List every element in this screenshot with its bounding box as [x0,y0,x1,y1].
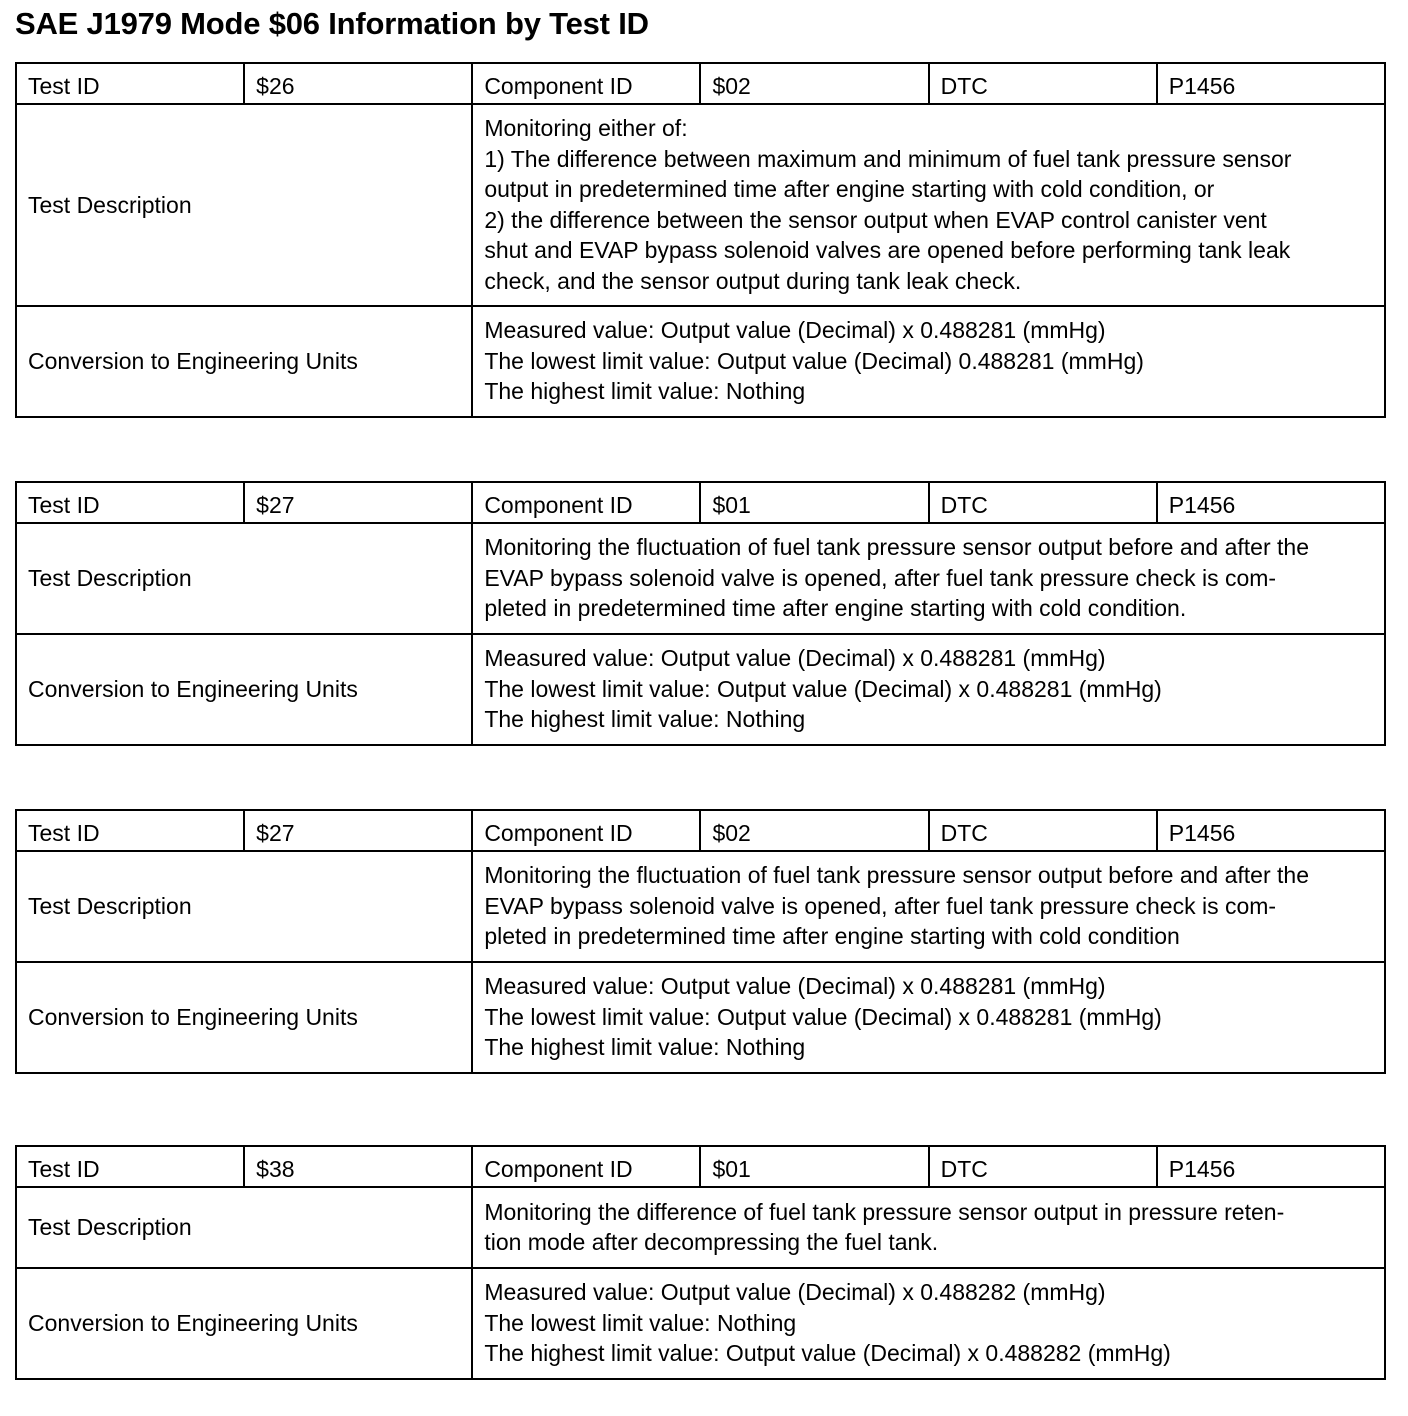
table-header-row [16,63,1385,104]
test-id-value: $27 [244,482,472,523]
component-id-label: Component ID [472,1146,700,1187]
conversion-line: Measured value: Output value (Decimal) x 0.488281 (mmHg) [484,973,1106,1000]
component-id-value: $02 [700,810,928,851]
conversion-row [16,962,1385,1073]
conversion-text [472,962,1385,1073]
conversion-row [16,634,1385,745]
table-header-row [16,1146,1385,1187]
description-row [16,104,1385,306]
description-row [16,851,1385,962]
test-description-label: Test Description [16,104,472,306]
dtc-label: DTC [929,1146,1157,1187]
description-row [16,523,1385,634]
conversion-label: Conversion to Engineering Units [16,962,472,1073]
test-description-label: Test Description [16,851,472,962]
conversion-text [472,634,1385,745]
description-line: tion mode after decompressing the fuel tank. [484,1229,939,1255]
description-line: 2) the difference between the sensor output when EVAP control canister vent [484,206,1267,233]
test-id-label: Test ID [16,482,244,523]
test-id-label: Test ID [16,810,244,851]
description-line: pleted in predetermined time after engine starting with cold condition. [484,595,1187,622]
description-line: pleted in predetermined time after engine starting with cold condition [484,923,1180,950]
description-line: Monitoring the difference of fuel tank pressure sensor output in pressure reten- [484,1198,1285,1225]
test-description-text [472,851,1385,962]
component-id-label: Component ID [472,63,700,104]
test-description-text [472,523,1385,634]
test-id-value: $26 [244,63,472,104]
table-header-row [16,810,1385,851]
description-line: output in predetermined time after engine starting with cold condition, or [484,176,1215,202]
conversion-text [472,306,1385,417]
test-description-label: Test Description [16,523,472,634]
test-id-value: $38 [244,1146,472,1187]
test-id-label: Test ID [16,63,244,104]
dtc-label: DTC [929,810,1157,851]
test-id-table [15,809,1386,1074]
description-line: Monitoring the fluctuation of fuel tank pressure sensor output before and after the [484,862,1309,889]
dtc-value: P1456 [1157,1146,1385,1187]
description-line: shut and EVAP bypass solenoid valves are opened before performing tank leak [484,237,1291,263]
conversion-label: Conversion to Engineering Units [16,634,472,745]
description-line: check, and the sensor output during tank leak check. [484,267,1022,294]
dtc-label: DTC [929,482,1157,523]
test-id-table [15,62,1386,418]
conversion-line: The highest limit value: Nothing [484,1034,806,1061]
conversion-line: The lowest limit value: Output value (Decimal) x 0.488281 (mmHg) [484,675,1162,702]
test-id-table [15,1145,1386,1380]
conversion-line: The highest limit value: Nothing [484,378,806,405]
dtc-value: P1456 [1157,810,1385,851]
component-id-value: $02 [700,63,928,104]
description-line: 1) The difference between maximum and minimum of fuel tank pressure sensor [484,145,1292,172]
description-line: Monitoring the fluctuation of fuel tank pressure sensor output before and after the [484,534,1309,561]
description-line: EVAP bypass solenoid valve is opened, after fuel tank pressure check is com- [484,892,1277,919]
test-description-text [472,104,1385,306]
dtc-value: P1456 [1157,63,1385,104]
test-id-table [15,481,1386,746]
description-row [16,1187,1385,1268]
description-line: Monitoring either of: [484,115,688,141]
conversion-text [472,1268,1385,1379]
conversion-label: Conversion to Engineering Units [16,306,472,417]
conversion-line: The lowest limit value: Nothing [484,1309,797,1336]
component-id-value: $01 [700,1146,928,1187]
conversion-line: The highest limit value: Output value (Decimal) x 0.488282 (mmHg) [484,1340,1171,1367]
test-id-value: $27 [244,810,472,851]
description-line: EVAP bypass solenoid valve is opened, after fuel tank pressure check is com- [484,564,1277,591]
dtc-label: DTC [929,63,1157,104]
test-description-label: Test Description [16,1187,472,1268]
test-description-text [472,1187,1385,1268]
conversion-label: Conversion to Engineering Units [16,1268,472,1379]
conversion-line: Measured value: Output value (Decimal) x 0.488282 (mmHg) [484,1279,1106,1306]
component-id-label: Component ID [472,810,700,851]
conversion-line: The highest limit value: Nothing [484,706,806,733]
test-id-label: Test ID [16,1146,244,1187]
component-id-label: Component ID [472,482,700,523]
page-title: SAE J1979 Mode $06 Information by Test ID [15,6,649,41]
conversion-line: Measured value: Output value (Decimal) x 0.488281 (mmHg) [484,645,1106,672]
table-header-row [16,482,1385,523]
conversion-row [16,1268,1385,1379]
conversion-line: Measured value: Output value (Decimal) x 0.488281 (mmHg) [484,317,1106,344]
conversion-row [16,306,1385,417]
component-id-value: $01 [700,482,928,523]
conversion-line: The lowest limit value: Output value (Decimal) x 0.488281 (mmHg) [484,1003,1162,1030]
conversion-line: The lowest limit value: Output value (Decimal) 0.488281 (mmHg) [484,347,1144,374]
dtc-value: P1456 [1157,482,1385,523]
